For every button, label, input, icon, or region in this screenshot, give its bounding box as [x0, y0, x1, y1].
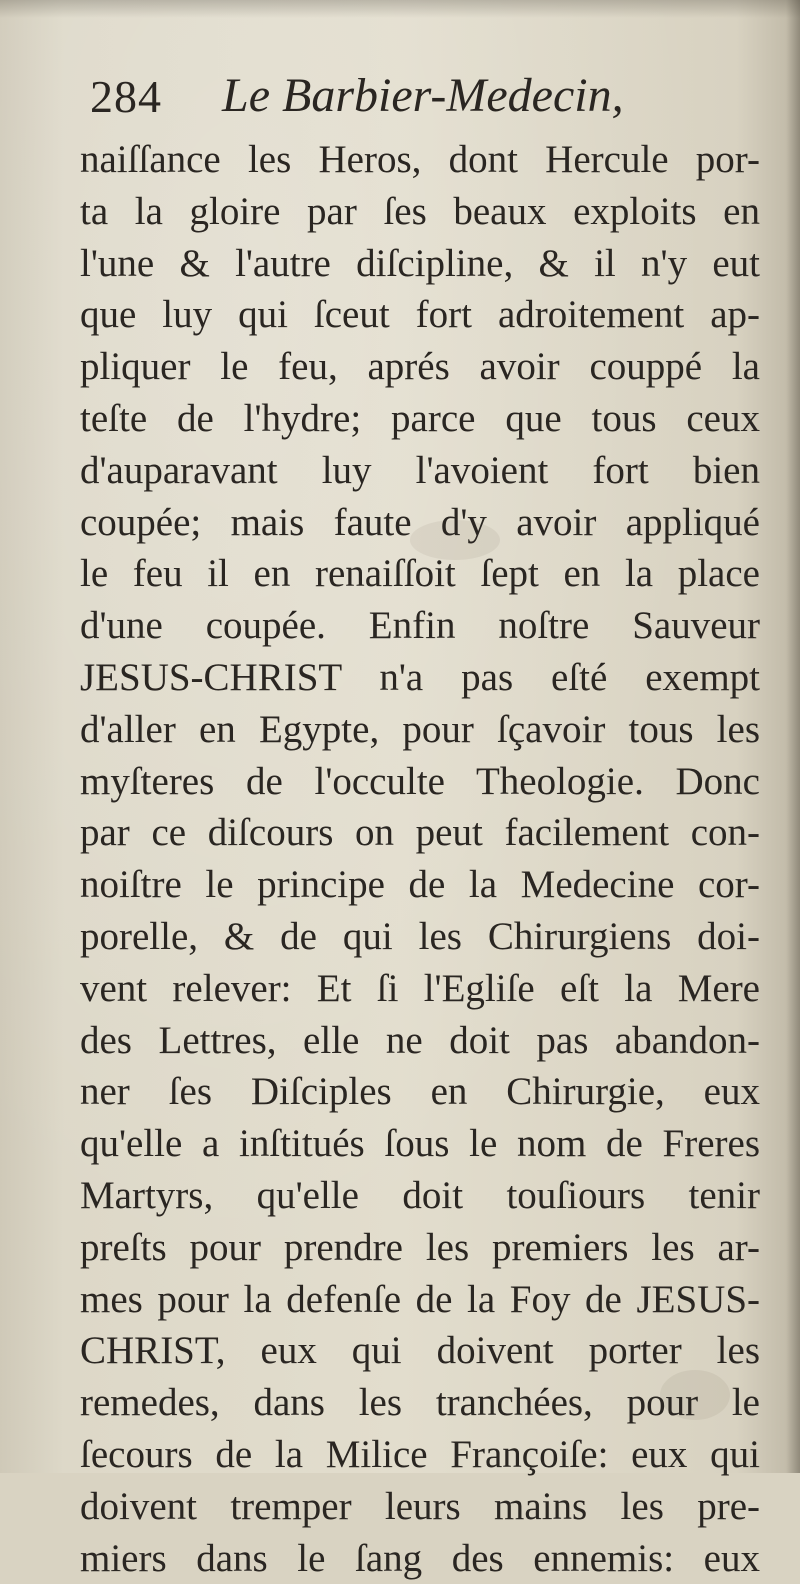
text-line: myſteres de l'occulte Theologie. Donc [80, 759, 760, 803]
text-line: remedes, dans les tranchées, pour le [80, 1381, 760, 1425]
text-line: doivent tremper leurs mains les pre- [80, 1484, 760, 1528]
text-line: Martyrs, qu'elle doit touſiours tenir [80, 1173, 760, 1217]
text-line: que luy qui ſceut fort adroitement ap- [80, 293, 760, 337]
text-line: d'aller en Egypte, pour ſçavoir tous les [80, 707, 760, 751]
page-top-shadow [0, 0, 800, 18]
text-line: ſecours de la Milice Françoiſe: eux qui [80, 1432, 760, 1476]
text-line: mes pour la defenſe de la Foy de JESUS- [80, 1277, 760, 1321]
text-line: naiſſance les Heros, dont Hercule por- [80, 138, 760, 181]
text-line: preſts pour prendre les premiers les ar- [80, 1225, 760, 1269]
text-line: miers dans le ſang des ennemis: eux [80, 1536, 760, 1580]
text-line: d'une coupée. Enfin noſtre Sauveur [80, 604, 760, 648]
text-line: d'auparavant luy l'avoient fort bien [80, 448, 760, 492]
text-line: le feu il en renaiſſoit ſept en la place [80, 552, 760, 596]
text-line: des Lettres, elle ne doit pas abandon- [80, 1018, 760, 1062]
text-line: CHRIST, eux qui doivent porter les [80, 1329, 760, 1373]
running-head: Le Barbier-Medecin, [222, 69, 624, 122]
text-line: JESUS-CHRIST n'a pas eſté exempt [80, 655, 760, 699]
page-right-shadow [786, 0, 800, 1473]
page-header [90, 62, 730, 132]
text-line: porelle, & de qui les Chirurgiens doi- [80, 914, 760, 958]
text-line: par ce diſcours on peut facilement con- [80, 811, 760, 855]
text-line: coupée; mais faute d'y avoir appliqué [80, 500, 760, 544]
text-line: vent relever: Et ſi l'Egliſe eſt la Mere [80, 966, 760, 1010]
text-line: noiſtre le principe de la Medecine cor- [80, 863, 760, 907]
text-line: l'une & l'autre diſcipline, & il n'y eut [80, 241, 760, 285]
text-line: qu'elle a inſtitués ſous le nom de Freres [80, 1122, 760, 1166]
text-line: pliquer le feu, aprés avoir couppé la [80, 345, 760, 389]
text-line: ta la gloire par ſes beaux exploits en [80, 189, 760, 233]
text-line: ner ſes Diſciples en Chirurgie, eux [80, 1070, 760, 1114]
page-number: 284 [90, 71, 162, 122]
body-text [80, 134, 760, 1584]
text-line: teſte de l'hydre; parce que tous ceux [80, 396, 760, 440]
